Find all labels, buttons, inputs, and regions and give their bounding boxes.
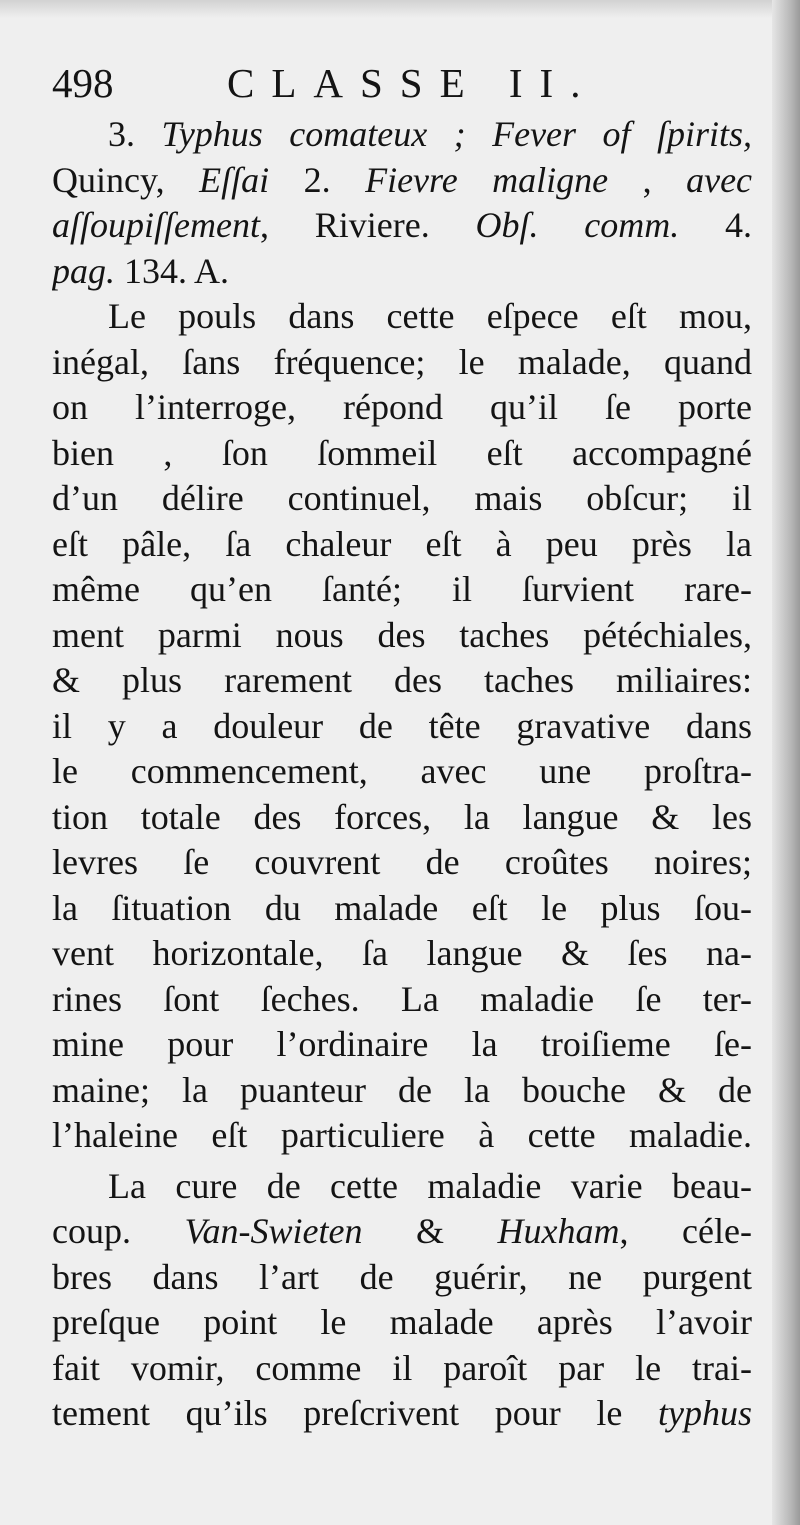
page-header [52, 58, 752, 108]
paragraph-line: fait vomir, comme il paroît par le trai- [52, 1347, 752, 1388]
page-top-shadow [0, 0, 800, 18]
paragraph-line: coup. Van-Swieten & Huxham, céle- [52, 1211, 752, 1251]
paragraph-line: Le pouls dans cette eſpece eſt mou, [108, 296, 752, 336]
entry-line: pag. 134. A. [52, 250, 230, 291]
paragraph-line: levres ſe couvrent de croûtes noires; [52, 842, 752, 882]
paragraph-line: d’un délire continuel, mais obſcur; il [52, 478, 752, 518]
paragraph-line: inégal, ſans fréquence; le malade, quand [52, 341, 752, 382]
paragraph-line: on l’interroge, répond qu’il ſe porte [52, 387, 752, 427]
body-text [52, 112, 752, 1437]
paragraph-line: rines ſont ſeches. La maladie ſe ter- [52, 978, 752, 1019]
paragraph-line: le commencement, avec une proſtra- [52, 751, 752, 791]
paragraph-line: bien , ſon ſommeil eſt accompagné [52, 432, 752, 473]
paragraph-line: maine; la puanteur de la bouche & de [52, 1069, 752, 1110]
paragraph-line: eſt pâle, ſa chaleur eſt à peu près la [52, 523, 752, 564]
paragraph-line: ment parmi nous des taches pétéchiales, [52, 614, 752, 655]
paragraph-line: preſque point le malade après l’avoir [52, 1302, 752, 1342]
paragraph-line: la ſituation du malade eſt le plus ſou- [52, 887, 752, 928]
entry-line: aſſoupiſſement, Riviere. Obſ. comm. 4. [52, 205, 752, 245]
paragraph-line: tion totale des forces, la langue & les [52, 796, 752, 837]
paragraph-line: vent horizontale, ſa langue & ſes na- [52, 933, 752, 973]
running-title: CLASSE II. [227, 60, 598, 106]
paragraph-line: même qu’en ſanté; il ſurvient rare- [52, 569, 752, 609]
entry-line: Quincy, Eſſai 2. Fievre maligne , avec [52, 159, 752, 200]
paragraph-line: La cure de cette maladie varie beau- [108, 1165, 752, 1206]
paragraph-line: il y a douleur de tête gravative dans [52, 705, 752, 746]
page-number: 498 [52, 60, 114, 106]
paragraph-line: tement qu’ils preſcrivent pour le typhus [52, 1393, 752, 1433]
paragraph-line: l’haleine eſt particuliere à cette maladie. [52, 1115, 752, 1155]
page-binding-shadow [772, 0, 800, 1525]
entry-line: 3. Typhus comateux ; Fever of ſpirits, [108, 114, 752, 154]
paragraph-line: bres dans l’art de guérir, ne purgent [52, 1256, 752, 1297]
paragraph-line: & plus rarement des taches miliaires: [52, 660, 752, 700]
paragraph-line: mine pour l’ordinaire la troiſieme ſe- [52, 1024, 752, 1064]
